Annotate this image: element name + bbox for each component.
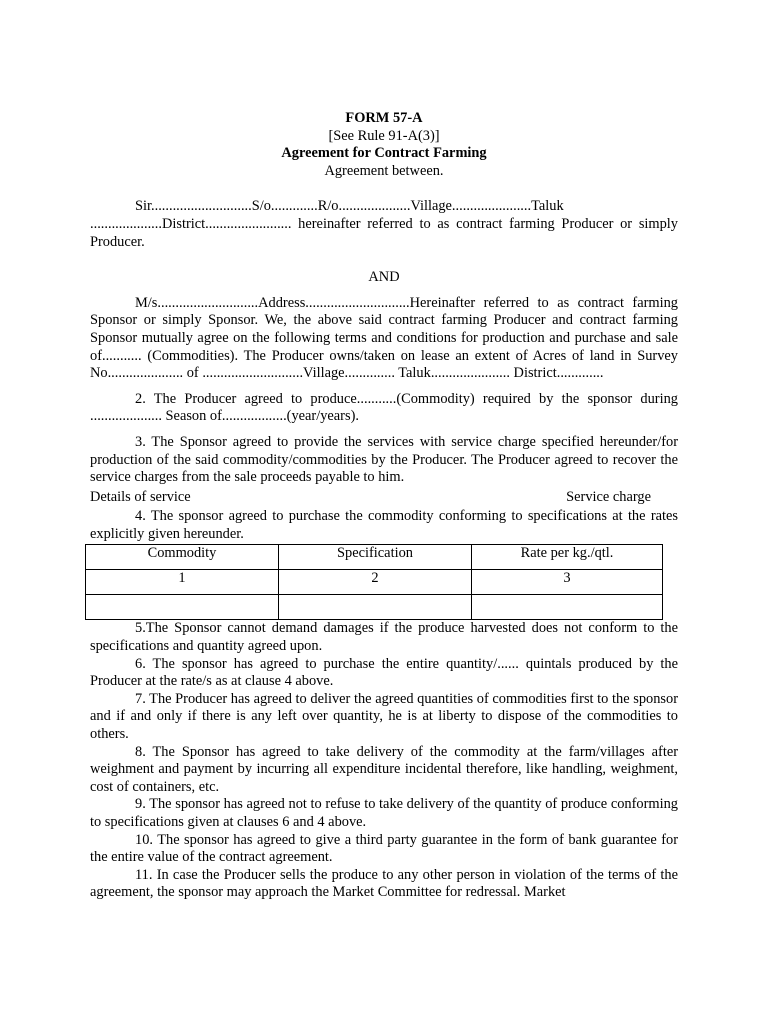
clause-8: 8. The Sponsor has agreed to take delivery of the commodity at the farm/villages after weighment and payment by incurring all expenditure incidental therefore, like handling, weighment, cost of containers, etc. xyxy=(90,743,678,795)
header-rate: Rate per kg./qtl. xyxy=(472,545,663,570)
service-charge-label: Service charge xyxy=(566,488,651,505)
producer-line-rest: ....................District........................ hereinafter referred to as contract farming Producer or simply Producer. xyxy=(90,215,678,250)
producer-paragraph xyxy=(90,198,678,251)
table-cell xyxy=(472,595,663,620)
sponsor-paragraph: M/s............................Address.............................Hereinafter referred to as contract farming Sponsor or simply Sponsor. We, the above said contract farming Producer and contract farming Sponsor mutually agree on the following terms and conditions for production and purchase and sale of........... (Commodities). The Producer owns/taken on lease an extent of Acres of land in Survey No..................... of ............................Village.............. Taluk...................... District............. xyxy=(90,294,678,382)
table-header-row xyxy=(86,545,663,570)
details-of-service-label: Details of service xyxy=(90,488,191,505)
clause-9: 9. The sponsor has agreed not to refuse to take delivery of the quantity of produce conforming to specifications given at clauses 6 and 4 above. xyxy=(90,796,678,830)
document-title: Agreement for Contract Farming xyxy=(281,145,487,162)
clause-7: 7. The Producer has agreed to deliver the agreed quantities of commodities first to the sponsor and if and only if there is any left over quantity, he is at liberty to dispose of the commodities to others. xyxy=(90,690,678,743)
table-cell: 3 xyxy=(472,570,663,595)
producer-line-1: Sir............................S/o.............R/o....................Village......................Taluk xyxy=(135,198,564,215)
and-separator: AND xyxy=(368,269,400,286)
document-subtitle: Agreement between. xyxy=(324,162,444,179)
clause-4: 4. The sponsor agreed to purchase the commodity conforming to specifications at the rates explicitly given hereunder. xyxy=(90,508,678,542)
table-cell: 1 xyxy=(86,570,279,595)
clause-5: 5.The Sponsor cannot demand damages if the produce harvested does not conform to the specifications and quantity agreed upon. xyxy=(90,620,678,655)
service-details-row xyxy=(90,489,678,507)
table-cell: 2 xyxy=(279,570,472,595)
table-cell xyxy=(86,595,279,620)
clause-10: 10. The sponsor has agreed to give a third party guarantee in the form of bank guarantee for the entire value of the contract agreement. xyxy=(90,831,678,866)
rate-table xyxy=(85,544,663,620)
rule-reference: [See Rule 91-A(3)] xyxy=(328,127,440,144)
header-specification: Specification xyxy=(279,545,472,570)
table-row xyxy=(86,595,663,620)
clause-11: 11. In case the Producer sells the produce to any other person in violation of the terms of the agreement, the sponsor may approach the Market Committee for redressal. Market xyxy=(90,866,678,901)
agreement-body xyxy=(90,110,678,902)
clause-3: 3. The Sponsor agreed to provide the services with service charge specified hereunder/for production of the said commodity/commodities by the Producer. The Producer agreed to recover the service charges from the sale proceeds payable to him. xyxy=(90,433,678,486)
table-row xyxy=(86,570,663,595)
form-number: FORM 57-A xyxy=(345,110,423,126)
clause-2: 2. The Producer agreed to produce...........(Commodity) required by the sponsor during .................... Season of..................(year/years). xyxy=(90,390,678,425)
clause-6: 6. The sponsor has agreed to purchase the entire quantity/...... quintals produced by the Producer at the rate/s as at clause 4 above. xyxy=(90,655,678,690)
table-cell xyxy=(279,595,472,620)
header-commodity: Commodity xyxy=(86,545,279,570)
